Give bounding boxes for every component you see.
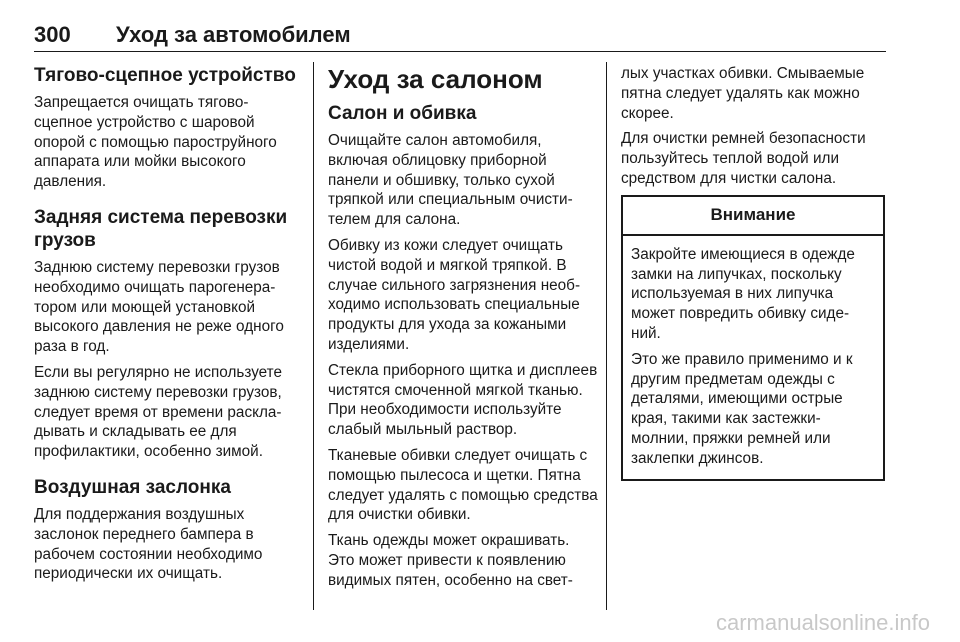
column-divider-2 — [606, 62, 607, 610]
caution-box — [621, 195, 885, 481]
paragraph: Заднюю систему перевозки грузов необходимо очищать парогенера-тором или моющей установкой высокого давления не реже одного раза в год. — [34, 258, 284, 356]
paragraph: Для очистки ремней безопасности пользуйтесь теплой водой или средством для чистки салона. — [621, 130, 866, 187]
page-header — [34, 22, 886, 62]
major-section-title: Уход за салоном — [328, 64, 543, 94]
header-divider — [34, 51, 886, 52]
paragraph: Стекла приборного щитка и дисплеев чистятся смоченной мягкой тканью. При необходимости используйте слабый мыльный раствор. — [328, 361, 598, 439]
paragraph: Закройте имеющиеся в одежде замки на липучках, поскольку используемая в них липучка может повредить обивку сиде-ний. — [631, 245, 855, 342]
section-title-towbar: Тягово-сцепное устройство — [34, 65, 296, 86]
section-title-rear-carrier: Задняя система перевозки грузов — [34, 206, 288, 251]
column-right — [621, 64, 885, 481]
column-divider-1 — [313, 62, 314, 610]
paragraph: Если вы регулярно не используете заднюю систему перевозки грузов, следует время от времени раскла-дывать и складывать ее для профилактики, особенно зимой. — [34, 363, 283, 461]
paragraph: Это же правило применимо и к другим предметам одежды с деталями, имеющими острые края, такими как застежки-молнии, пряжки ремней или заклепки джинсов. — [631, 350, 853, 467]
paragraph: Очищайте салон автомобиля, включая облицовку приборной панели и обшивку, только сухой тряпкой или специальным очисти-телем для салона. — [328, 132, 573, 229]
caution-title: Внимание — [623, 197, 883, 236]
watermark: carmanualsonline.info — [715, 610, 930, 635]
column-left — [34, 64, 306, 590]
paragraph: Запрещается очищать тягово-сцепное устройство с шаровой опорой с помощью пароструйного аппарата или мойки высокого давления. — [34, 94, 277, 191]
column-middle — [328, 64, 600, 597]
section-title-air-shutter: Воздушная заслонка — [34, 476, 231, 498]
page-number: 300 — [34, 22, 71, 47]
paragraph: Обивку из кожи следует очищать чистой водой и мягкой тряпкой. В случае сильного загрязнения необ-ходимо использовать специальные продукты для ухода за кожаными изделиями. — [328, 236, 581, 353]
section-title-interior: Салон и обивка — [328, 103, 477, 124]
paragraph: лых участках обивки. Смываемые пятна следует удалять как можно скорее. — [621, 65, 865, 122]
chapter-title: Уход за автомобилем — [116, 22, 351, 47]
paragraph: Для поддержания воздушных заслонок переднего бампера в рабочем состоянии необходимо периодически их очищать. — [34, 505, 263, 583]
caution-body — [623, 236, 883, 479]
paragraph: Ткань одежды может окрашивать. Это может привести к появлению видимых пятен, особенно на свет- — [328, 532, 573, 589]
paragraph: Тканевые обивки следует очищать с помощью пылесоса и щетки. Пятна следует удалять с помощью средства для очистки обивки. — [328, 446, 598, 524]
